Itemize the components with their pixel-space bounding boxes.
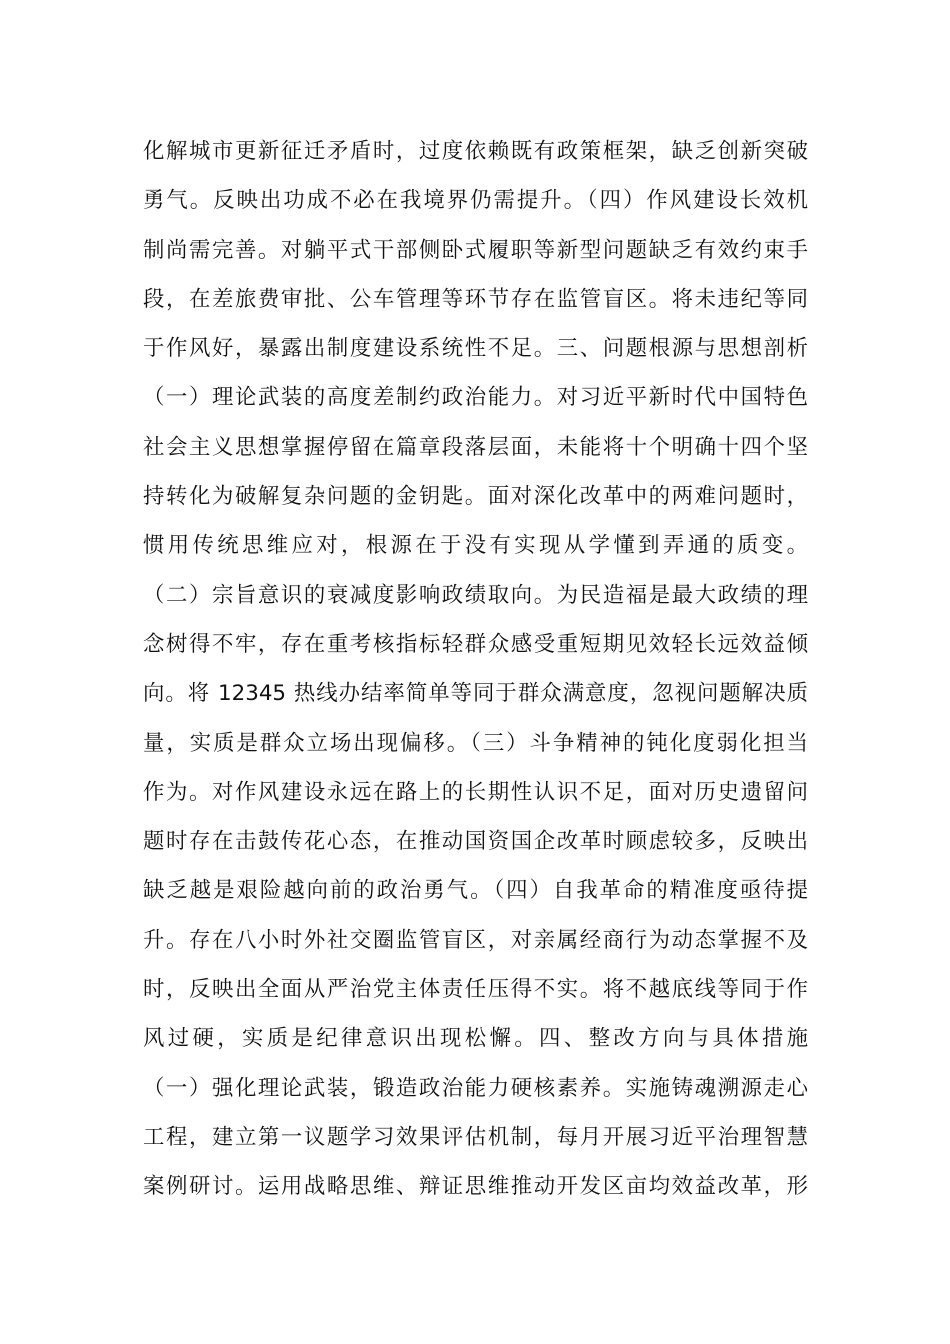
text-line: 念树得不牢，存在重考核指标轻群众感受重短期见效轻长远效益倾 <box>143 631 808 657</box>
text-line: 社会主义思想掌握停留在篇章段落层面，未能将十个明确十四个坚 <box>143 434 808 460</box>
text-line: （一）强化理论武装，锻造政治能力硬核素养。实施铸魂溯源走心 <box>143 1075 808 1101</box>
body-text <box>143 127 808 1212</box>
text-line: 向。将 12345 热线办结率简单等同于群众满意度，忽视问题解决质 <box>143 681 808 707</box>
text-line: 缺乏越是艰险越向前的政治勇气。（四）自我革命的精准度亟待提 <box>143 878 808 904</box>
text-line: 风过硬，实质是纪律意识出现松懈。四、整改方向与具体措施 <box>143 1026 808 1052</box>
text-line: 时，反映出全面从严治党主体责任压得不实。将不越底线等同于作 <box>143 977 808 1003</box>
text-line: 化解城市更新征迁矛盾时，过度依赖既有政策框架，缺乏创新突破 <box>143 139 808 164</box>
text-line: 持转化为破解复杂问题的金钥匙。面对深化改革中的两难问题时， <box>143 484 808 510</box>
text-line: 勇气。反映出功成不必在我境界仍需提升。（四）作风建设长效机 <box>143 188 808 214</box>
text-line: 惯用传统思维应对，根源在于没有实现从学懂到弄通的质变。 <box>143 533 808 559</box>
text-line: 作为。对作风建设永远在路上的长期性认识不足，面对历史遗留问 <box>143 779 808 805</box>
text-line: 案例研讨。运用战略思维、辩证思维推动开发区亩均效益改革，形 <box>143 1174 808 1200</box>
text-line: 段，在差旅费审批、公车管理等环节存在监管盲区。将未违纪等同 <box>143 286 808 312</box>
text-line: 制尚需完善。对躺平式干部侧卧式履职等新型问题缺乏有效约束手 <box>143 237 808 263</box>
text-line: 题时存在击鼓传花心态，在推动国资国企改革时顾虑较多，反映出 <box>143 829 808 855</box>
text-line: 于作风好，暴露出制度建设系统性不足。三、问题根源与思想剖析 <box>143 336 808 362</box>
text-line: 量，实质是群众立场出现偏移。（三）斗争精神的钝化度弱化担当 <box>143 730 808 756</box>
text-line: （二）宗旨意识的衰减度影响政绩取向。为民造福是最大政绩的理 <box>143 582 808 608</box>
text-line: （一）理论武装的高度差制约政治能力。对习近平新时代中国特色 <box>143 385 808 411</box>
text-line: 升。存在八小时外社交圈监管盲区，对亲属经商行为动态掌握不及 <box>143 927 808 953</box>
text-line: 工程，建立第一议题学习效果评估机制，每月开展习近平治理智慧 <box>143 1124 808 1150</box>
